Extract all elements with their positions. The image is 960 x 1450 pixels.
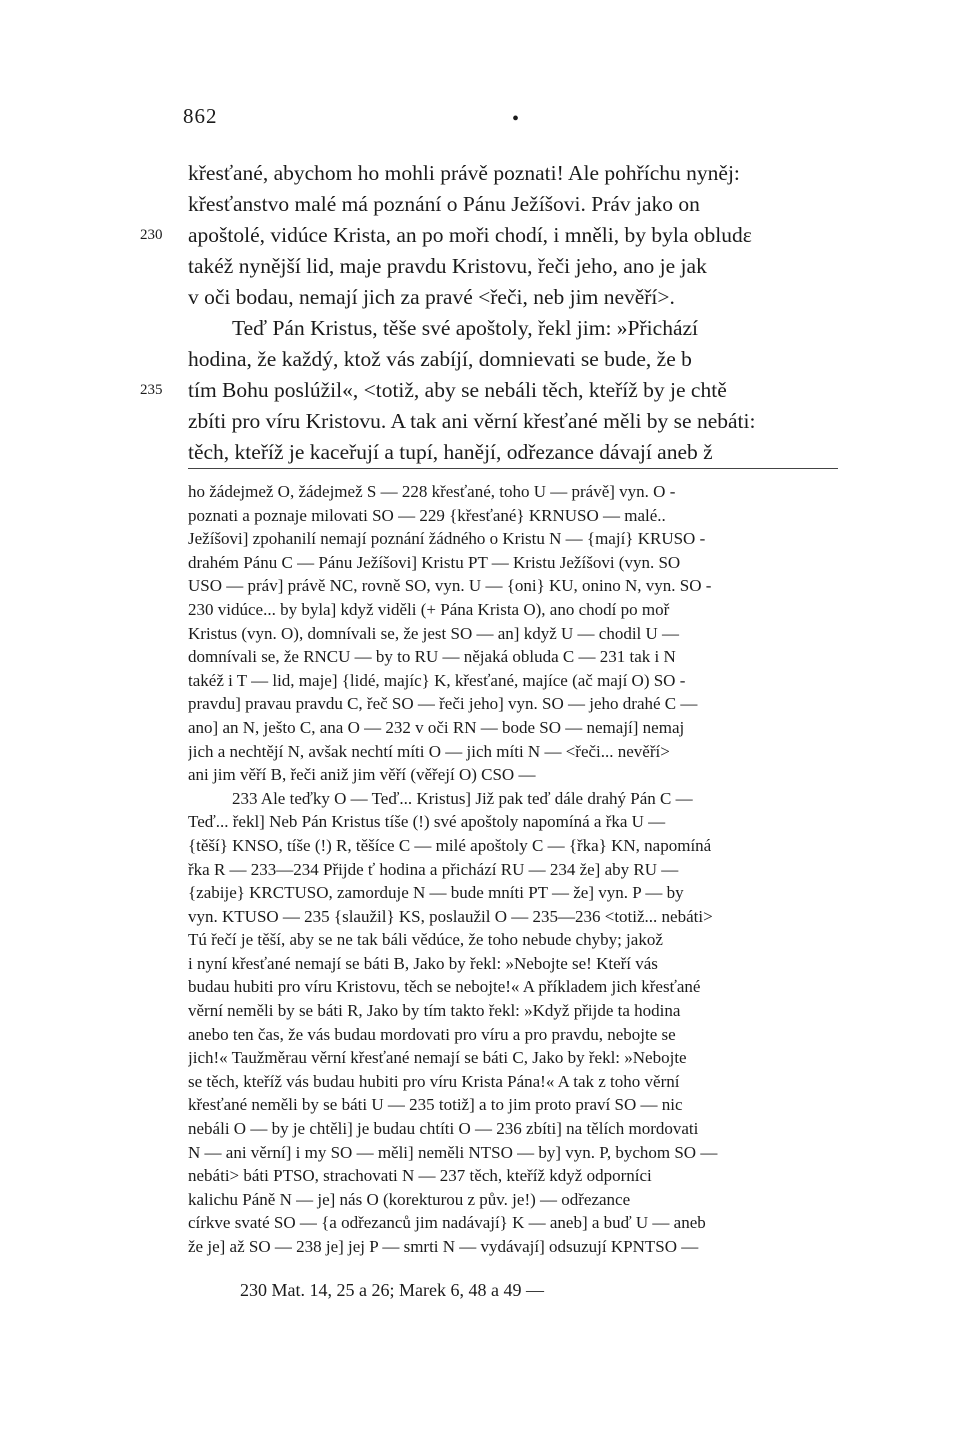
main-text-line: křesťané, abychom ho mohli právě poznati! Ale pohříchu nyněj: — [188, 161, 740, 185]
main-text-line: hodina, že každý, ktož vás zabíjí, domnievati se bude, že b — [188, 347, 692, 371]
apparatus-line: domnívali se, že RNCU — by to RU — nějaká obluda C — 231 tak i N — [188, 647, 676, 667]
main-text — [188, 158, 838, 468]
line-number: 235 — [140, 382, 163, 398]
apparatus-rule — [188, 468, 838, 469]
main-text-line: takéž nynější lid, maje pravdu Kristovu, řeči jeho, ano je jak — [188, 254, 707, 278]
apparatus-line: jich a nechtějí N, avšak nechtí míti O — jich míti N — <řeči... nevěří> — [188, 741, 670, 761]
apparatus-line: takéž i T — lid, maje] {lidé, majíc} K, křesťané, majíce (ač mají O) SO - — [188, 670, 686, 690]
main-text-line: křesťanstvo malé má poznání o Pánu Ježíšovi. Práv jako on — [188, 192, 700, 216]
apparatus-line: ani jim věří B, řeči aniž jim věří (věřejí O) CSO — — [188, 765, 536, 785]
main-text-line: v oči bodau, nemají jich za pravé <řeči, neb jim nevěří>. — [188, 285, 675, 309]
apparatus-line: ho žádejmež O, žádejmež S — 228 křesťané, toho U — právě] vyn. O - — [188, 482, 676, 501]
apparatus-line: Teď... řekl] Neb Pán Kristus tíše (!) své apoštoly napomíná a řka U — — [188, 812, 666, 832]
apparatus-line: řka R — 233—234 Přijde ť hodina a přichází RU — 234 že] aby RU — — [188, 859, 679, 879]
apparatus-line: {těší} KNSO, tíše (!) R, těšíce C — milé apoštoly C — {řka} KN, napomíná — [188, 835, 712, 855]
apparatus-line: nebáli O — by je chtěli] je budau chtíti O — 236 zbíti] na tělích mordovati — [188, 1119, 699, 1139]
line-number: 230 — [140, 227, 163, 243]
apparatus-line: kalichu Páně N — je] nás O (korekturou z pův. je!) — odřezance — [188, 1189, 631, 1209]
main-text-line: apoštolé, vidúce Krista, an po moři chodí, i mněli, by byla obludε — [188, 223, 752, 247]
apparatus-line: ano] an N, ješto C, ana O — 232 v oči RN — bode SO — nemají] nemaj — [188, 717, 685, 737]
main-text-line: tím Bohu poslúžil«, <totiž, aby se nebáli těch, kteříž by je chtě — [188, 378, 727, 402]
apparatus-line: poznati a poznaje milovati SO — 229 {křesťané} KRNUSO — malé.. — [188, 505, 666, 525]
apparatus-line: vyn. KTUSO — 235 {slaužil} KS, poslaužil O — 235—236 <totiž... nebáti> — [188, 906, 713, 926]
apparatus-line: se těch, kteříž vás budau hubiti pro víru Krista Pána!« A tak z toho věrní — [188, 1071, 680, 1091]
apparatus-line: jich!« Taužměrau věrní křesťané nemají se báti C, Jako by řekl: »Nebojte — [188, 1048, 687, 1068]
apparatus-line: budau hubiti pro víru Kristovu, těch se nebojte!« A příkladem jich křesťané — [188, 977, 701, 997]
apparatus-line: 230 vidúce... by byla] když viděli (+ Pána Krista O), ano chodí po moř — [188, 599, 670, 619]
apparatus-line: křesťané neměli by se báti U — 235 totiž] a to jim proto praví SO — nic — [188, 1095, 683, 1115]
apparatus-line: drahém Pánu C — Pánu Ježíšovi] Kristu PT — Kristu Ježíšovi (vyn. SO — [188, 552, 681, 572]
footnote: 230 Mat. 14, 25 a 26; Marek 6, 48 a 49 — — [240, 1280, 544, 1300]
apparatus-line: Kristus (vyn. O), domnívali se, že jest SO — an] když U — chodil U — — [188, 623, 680, 643]
apparatus-line: církve svaté SO — {a odřezanců jim nadávají} K — aneb] a buď U — aneb — [188, 1213, 706, 1233]
apparatus-line: {zabije} KRCTUSO, zamorduje N — bude mníti PT — že] vyn. P — by — [188, 883, 684, 903]
apparatus-line: 233 Ale teďky O — Teď... Kristus] Již pak teď dále drahý Pán C — — [232, 788, 693, 808]
page-dot: • — [512, 108, 520, 130]
apparatus-line: Tú řečí je těší, aby se ne tak báli vědúce, že toho nebude chyby; jakož — [188, 930, 663, 950]
main-text-line: zbíti pro víru Kristovu. A tak ani věrní křesťané měli by se nebáti: — [188, 409, 756, 433]
apparatus-line: anebo ten čas, že vás budau mordovati pro víru a pro pravdu, nebojte se — [188, 1024, 676, 1044]
critical-apparatus — [188, 480, 838, 1259]
apparatus-line: N — ani věrní] i my SO — měli] neměli NTSO — by] vyn. P, bychom SO — — [188, 1142, 718, 1162]
main-text-line: Teď Pán Kristus, těše své apoštoly, řekl jim: »Přichází — [232, 316, 698, 340]
main-text-line: těch, kteříž je kaceřují a tupí, hanějí, odřezance dávají aneb ž — [188, 440, 713, 464]
apparatus-line: pravdu] pravau pravdu C, řeč SO — řeči jeho] vyn. SO — jeho drahé C — — [188, 694, 698, 714]
page-number: 862 — [183, 104, 218, 128]
apparatus-line: že je] až SO — 238 je] jej P — smrti N — vydávají] odsuzují KPNTSO — — [188, 1237, 699, 1256]
apparatus-line: USO — práv] právě NC, rovně SO, vyn. U — {oni} KU, onino N, vyn. SO - — [188, 576, 712, 596]
apparatus-line: Ježíšovi] zpohanilí nemají poznání žádného o Kristu N — {mají} KRUSO - — [188, 529, 706, 549]
apparatus-line: nebáti> báti PTSO, strachovati N — 237 těch, kteříž když odporníci — [188, 1166, 652, 1186]
apparatus-line: i nyní křesťané nemají se báti B, Jako by řekl: »Nebojte se! Kteří vás — [188, 953, 658, 973]
apparatus-line: věrní neměli by se báti R, Jako by tím takto řekl: »Když přijde ta hodina — [188, 1001, 681, 1021]
